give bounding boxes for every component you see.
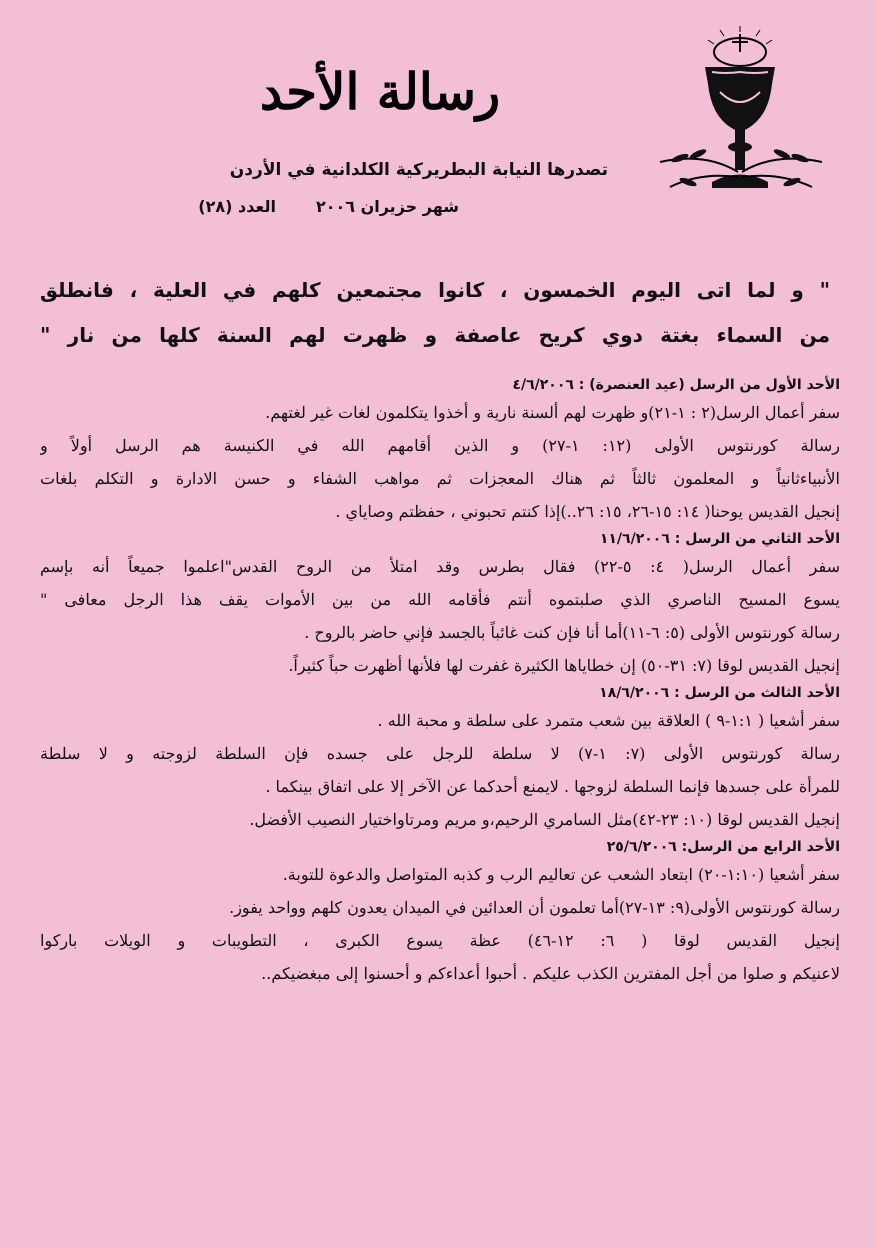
reading-section [40,528,840,682]
issue-number: العدد (٢٨) [198,197,276,216]
reading-line: الأنبياءثانياً و المعلمون ثالثاً ثم هناك المعجزات ثم مواهب الشفاء و حسن الادارة و التكلم بلغات [40,469,840,488]
issue-month: شهر حزيران ٢٠٠٦ [315,197,459,216]
reading-line: يسوع المسيح الناصري الذي صلبتموه أنتم فأقامه الله من بين الأموات يقف هذا الرجل معافى " [40,590,840,609]
reading-line: إنجيل القديس لوقا (١٠: ٢٣-٤٢)مثل السامري الرحيم،و مريم ومرتاواختيار النصيب الأفضل. [249,810,840,829]
section-heading: الأحد الثالث من الرسل : ١٨/٦/٢٠٠٦ [599,685,840,701]
reading-line: لاعنيكم و صلوا من أجل المفترين الكذب عليكم . أحبوا أعداءكم و أحسنوا إلى مبغضيكم.. [261,964,840,983]
reading-section [40,374,840,528]
reading-line: رسالة كورنتوس الأولى (١٢: ١-٢٧) و الذين أقامهم الله في الكنيسة هم الرسل أولاً و [40,436,840,455]
readings-content [40,374,840,990]
reading-section [40,682,840,836]
publisher-line: تصدرها النيابة البطريركية الكلدانية في الأردن [229,160,608,180]
issue-info [198,197,459,216]
reading-section [40,836,840,990]
section-heading: الأحد الأول من الرسل (عيد العنصرة) : ٤/٦/٢٠٠٦ [512,377,840,393]
reading-line: رسالة كورنتوس الأولى (٥: ٦-١١)أما أنا فإن كنت غائباً بالجسد فإني حاضر بالروح . [304,623,840,642]
reading-line: رسالة كورنتوس الأولى (٧: ١-٧) لا سلطة للرجل على جسده فإن السلطة لزوجته و لا سلطة [40,744,840,763]
reading-line: سفر أشعيا ( ١:١-٩ ) العلاقة بين شعب متمرد على سلطة و محبة الله . [377,711,840,730]
chalice-emblem [650,22,830,212]
quote-line: " و لما اتى اليوم الخمسون ، كانوا مجتمعين كلهم في العلية ، فانطلق [40,278,830,302]
quote-line: من السماء بغتة دوي كريح عاصفة و ظهرت لهم السنة كلها من نار " [40,323,830,347]
reading-line: سفر أعمال الرسل(٢ : ١-٢١)و ظهرت لهم ألسنة نارية و أخذوا يتكلمون لغات غير لغتهم. [265,403,840,422]
section-heading: الأحد الرابع من الرسل: ٢٥/٦/٢٠٠٦ [606,839,840,855]
pentecost-quote [40,268,830,358]
reading-line: سفر أشعيا (١:١٠-٢٠) ابتعاد الشعب عن تعاليم الرب و كذبه المتواصل والدعوة للتوبة. [282,865,840,884]
reading-line: إنجيل القديس لوقا ( ٦: ١٢-٤٦) عظة يسوع الكبرى ، التطويبات و الويلات باركوا [40,931,840,950]
reading-line: إنجيل القديس يوحنا( ١٤: ١٥-٢٦، ١٥: ٢٦..)إذا كنتم تحبوني ، حفظتم وصاياي . [335,502,840,521]
reading-line: سفر أعمال الرسل( ٤: ٥-٢٢) فقال بطرس وقد امتلأ من الروح القدس"اعلموا جميعاً أنه بإسم [40,557,840,576]
bulletin-title: رسالة الأحد [259,62,501,121]
section-heading: الأحد الثاني من الرسل : ١١/٦/٢٠٠٦ [599,531,840,547]
reading-line: رسالة كورنتوس الأولى(٩: ١٣-٢٧)أما تعلمون أن العدائين في الميدان يعدون كلهم وواحد يفوز. [229,898,840,917]
reading-line: للمرأة على جسدها فإنما السلطة لزوجها . لايمنع أحدكما عن الآخر إلا على اتفاق بينكما . [265,777,840,796]
reading-line: إنجيل القديس لوقا (٧: ٣١-٥٠) إن خطاياها الكثيرة غفرت لها فلأنها أظهرت حباً كثيراً. [288,656,840,675]
